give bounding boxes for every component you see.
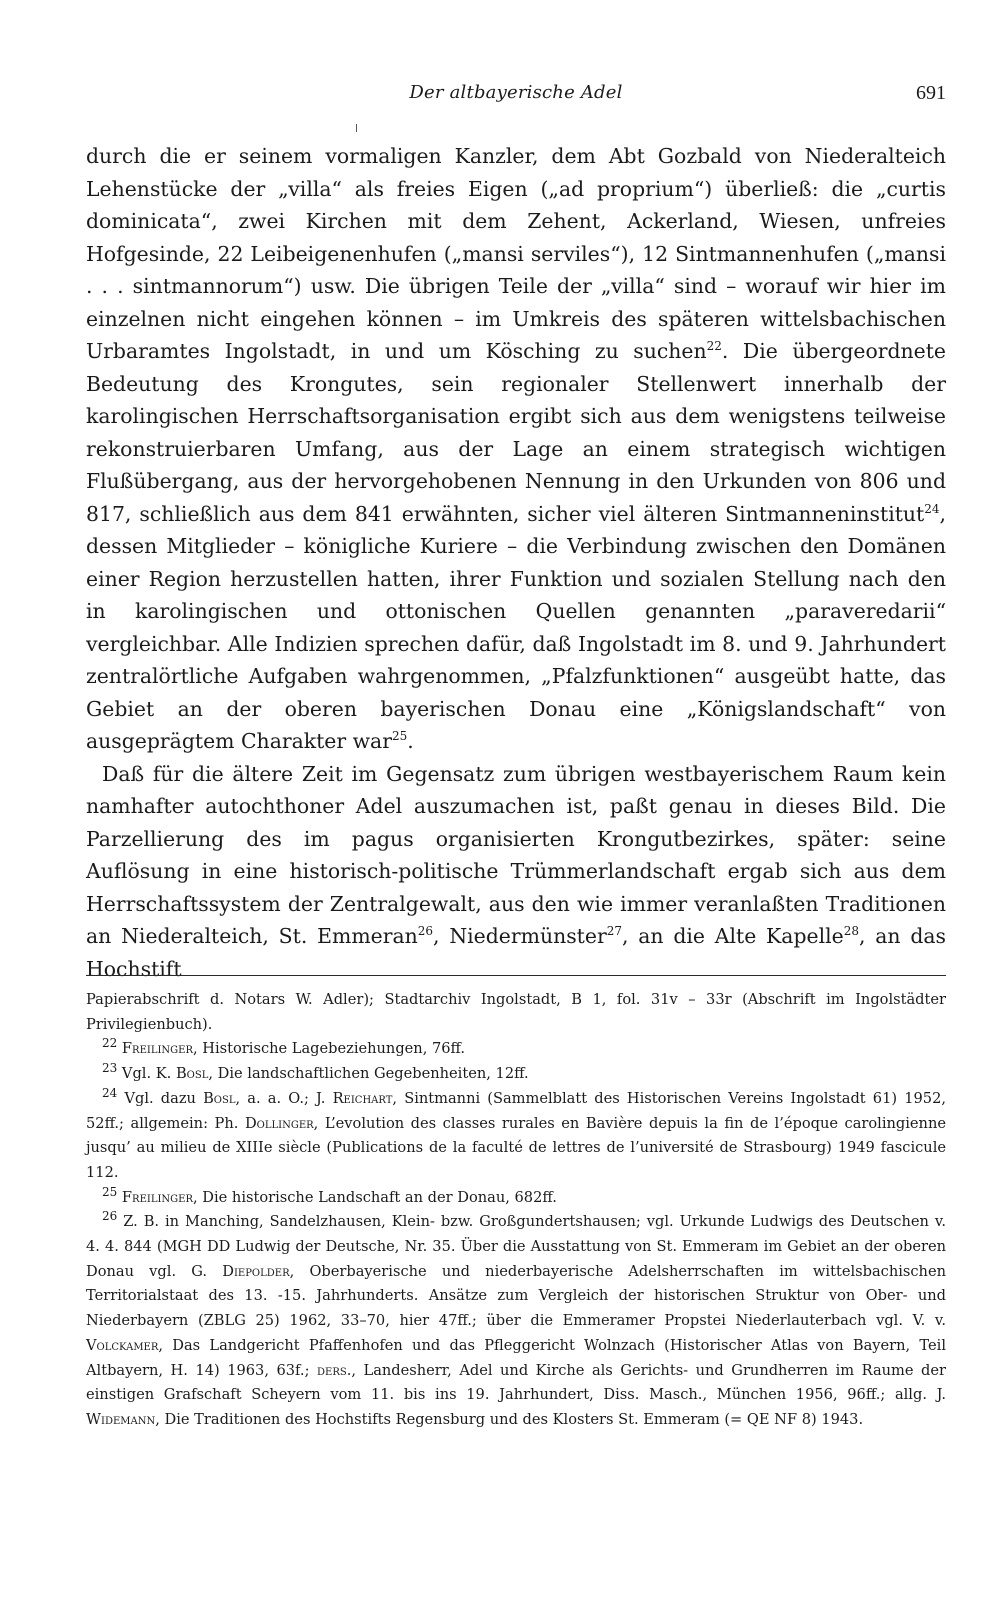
- footnote-number: 25: [102, 1184, 118, 1199]
- footnote-text: , a. a. O.; J.: [235, 1089, 333, 1107]
- footnote-number: 26: [102, 1209, 118, 1224]
- author-name: Dollinger: [244, 1114, 314, 1132]
- footnote-text: Papierabschrift d. Notars W. Adler); Stadtarchiv Ingolstadt, B 1, fol. 31v – 33r (Abschrift im Ingolstädter Privilegienbuch).: [86, 991, 946, 1033]
- footnote-23: [86, 1062, 946, 1087]
- author-name: Volckamer: [86, 1336, 159, 1354]
- footnote-26: [86, 1210, 946, 1432]
- footnote-text: , Die Traditionen des Hochstifts Regensburg und des Klosters St. Emmeram (= QE NF 8) 1943.: [155, 1410, 864, 1428]
- author-name: Freilinger: [121, 1188, 193, 1206]
- footnote-text: , L’evolution des classes rurales en Bavière depuis la fin de l’époque carolingienne jusqu’ au milieu de XIIIe siècle (Publications de la faculté de lettres de l’université de Strasbourg) 1949 fascicule 112.: [86, 1114, 946, 1181]
- footnote-ref-24: 24: [924, 501, 940, 516]
- text-run: , dessen Mitglieder – königliche Kuriere – die Verbindung zwischen den Domänen einer Region herzustellen hatten, ihrer Funktion und sozialen Stellung nach den in karolingischen und ottonischen Quellen genannten „paraveredarii“ vergleichbar. Alle Indizien sprechen dafür, daß Ingolstadt im 8. und 9. Jahrhundert zentralörtliche Aufgaben wahrgenommen, „Pfalzfunktionen“ ausgeübt hatte, das Gebiet an der oberen bayerischen Donau eine „Königslandschaft“ von ausgeprägtem Charakter war: [86, 501, 946, 753]
- text-run: , an die Alte Kapelle: [621, 924, 844, 948]
- author-name: ders.: [317, 1361, 352, 1379]
- author-name: Diepolder: [222, 1262, 290, 1280]
- body-text: [86, 140, 946, 985]
- footnote-ref-22: 22: [706, 339, 722, 354]
- footnote-text: , Die historische Landschaft an der Donau, 682ff.: [193, 1188, 557, 1206]
- paragraph-1: [86, 140, 946, 758]
- footnote-text: , Das Landgericht Pfaffenhofen und das Pfleggericht Wolnzach (Historischer Atlas von Bayern, Teil Altbayern, H. 14) 1963, 63f.;: [86, 1336, 946, 1379]
- paragraph-2: [86, 758, 946, 986]
- footnote-rule: [86, 975, 946, 976]
- footnote-text: Vgl. K.: [121, 1065, 176, 1083]
- text-run: , an das Hochstift: [86, 924, 946, 981]
- footnote-ref-27: 27: [606, 924, 622, 939]
- running-head: [86, 82, 946, 112]
- footnote-ref-25: 25: [391, 729, 408, 744]
- footnote-24: [86, 1087, 946, 1186]
- footnote-ref-26: 26: [417, 924, 434, 939]
- footnote-text: , Sintmanni (Sammelblatt des Historischen Vereins Ingolstadt 61) 1952, 52ff.; allgemein: Ph.: [86, 1089, 946, 1132]
- page-number: 691: [916, 82, 946, 104]
- tick-mark: [356, 124, 357, 132]
- text-run: . Die übergeordnete Bedeutung des Krongutes, sein regionaler Stellenwert innerhalb der karolingischen Herrschaftsorganisation ergibt sich aus dem wenigstens teilweise rekonstruierbaren Umfang, aus der Lage an einem strategisch wichtigen Flußübergang, aus der hervorgehobenen Nennung in den Urkunden von 806 und 817, schließlich aus dem 841 erwähnten, sicher viel älteren Sintmanneninstitut: [86, 339, 947, 526]
- footnote-25: [86, 1186, 946, 1211]
- author-name: Widemann: [86, 1410, 156, 1428]
- running-title: Der altbayerische Adel: [409, 82, 623, 103]
- footnote-text: Z. B. in Manching, Sandelzhausen, Klein- bzw. Großgundertshausen; vgl. Urkunde Ludwigs des Deutschen v. 4. 4. 844 (MGH DD Ludwig der Deutsche, Nr. 35. Über die Ausstattung von St. Emmeram im Gebiet an der oberen Donau vgl. G.: [86, 1213, 947, 1280]
- text-run: durch die er seinem vormaligen Kanzler, dem Abt Gozbald von Niederalteich Lehenstücke der „villa“ als freies Eigen („ad proprium“) überließ: die „curtis dominicata“, zwei Kirchen mit dem Zehent, Ackerland, Wiesen, unfreies Hofgesinde, 22 Leibeigenenhufen („mansi serviles“), 12 Sintmannenhufen („mansi . . . sintmannorum“) usw. Die übrigen Teile der „villa“ sind – worauf wir hier im einzelnen nicht eingehen können – im Umkreis des späteren wittelsbachischen Urbaramtes Ingolstadt, in und um Kösching zu suchen: [86, 144, 946, 363]
- footnote-continued: [86, 988, 946, 1037]
- author-name: Freilinger: [121, 1040, 193, 1058]
- footnote-22: [86, 1037, 946, 1062]
- footnotes: [86, 988, 946, 1433]
- footnote-number: 22: [102, 1036, 118, 1051]
- text-run: .: [407, 729, 414, 753]
- footnote-text: , Oberbayerische und niederbayerische Adelsherrschaften im wittelsbachischen Territorialstaat des 13. -15. Jahrhunderts. Ansätze zum Vergleich der historischen Struktur von Ober- und Niederbayern (ZBLG 25) 1962, 33–70, hier 47ff.; über die Emmeramer Propstei Niederlauterbach vgl. V. v.: [86, 1262, 946, 1330]
- author-name: Bosl: [203, 1089, 236, 1107]
- footnote-text: , Historische Lagebeziehungen, 76ff.: [193, 1040, 466, 1058]
- footnote-text: Vgl. dazu: [124, 1089, 204, 1107]
- text-run: , Niedermünster: [433, 924, 607, 948]
- footnote-text: , Landesherr, Adel und Kirche als Gerichts- und Grundherren im Raume der einstigen Grafschaft Scheyern vom 11. bis ins 19. Jahrhundert, Diss. Masch., München 1956, 96ff.; allg. J.: [86, 1361, 946, 1404]
- footnote-number: 23: [102, 1061, 118, 1076]
- footnote-ref-28: 28: [843, 924, 859, 939]
- author-name: Bosl: [175, 1065, 209, 1083]
- text-run: Daß für die ältere Zeit im Gegensatz zum übrigen westbayerischem Raum kein namhafter autochthoner Adel auszumachen ist, paßt genau in dieses Bild. Die Parzellierung des im pagus organisierten Krongutbezirkes, später: seine Auflösung in eine historisch-politische Trümmerlandschaft ergab sich aus dem Herrschaftssystem der Zentralgewalt, aus den wie immer veranlaßten Traditionen an Niederalteich, St. Emmeran: [86, 761, 946, 948]
- author-name: Reichart: [332, 1089, 393, 1107]
- footnote-number: 24: [102, 1085, 118, 1100]
- footnote-text: , Die landschaftlichen Gegebenheiten, 12ff.: [208, 1065, 529, 1083]
